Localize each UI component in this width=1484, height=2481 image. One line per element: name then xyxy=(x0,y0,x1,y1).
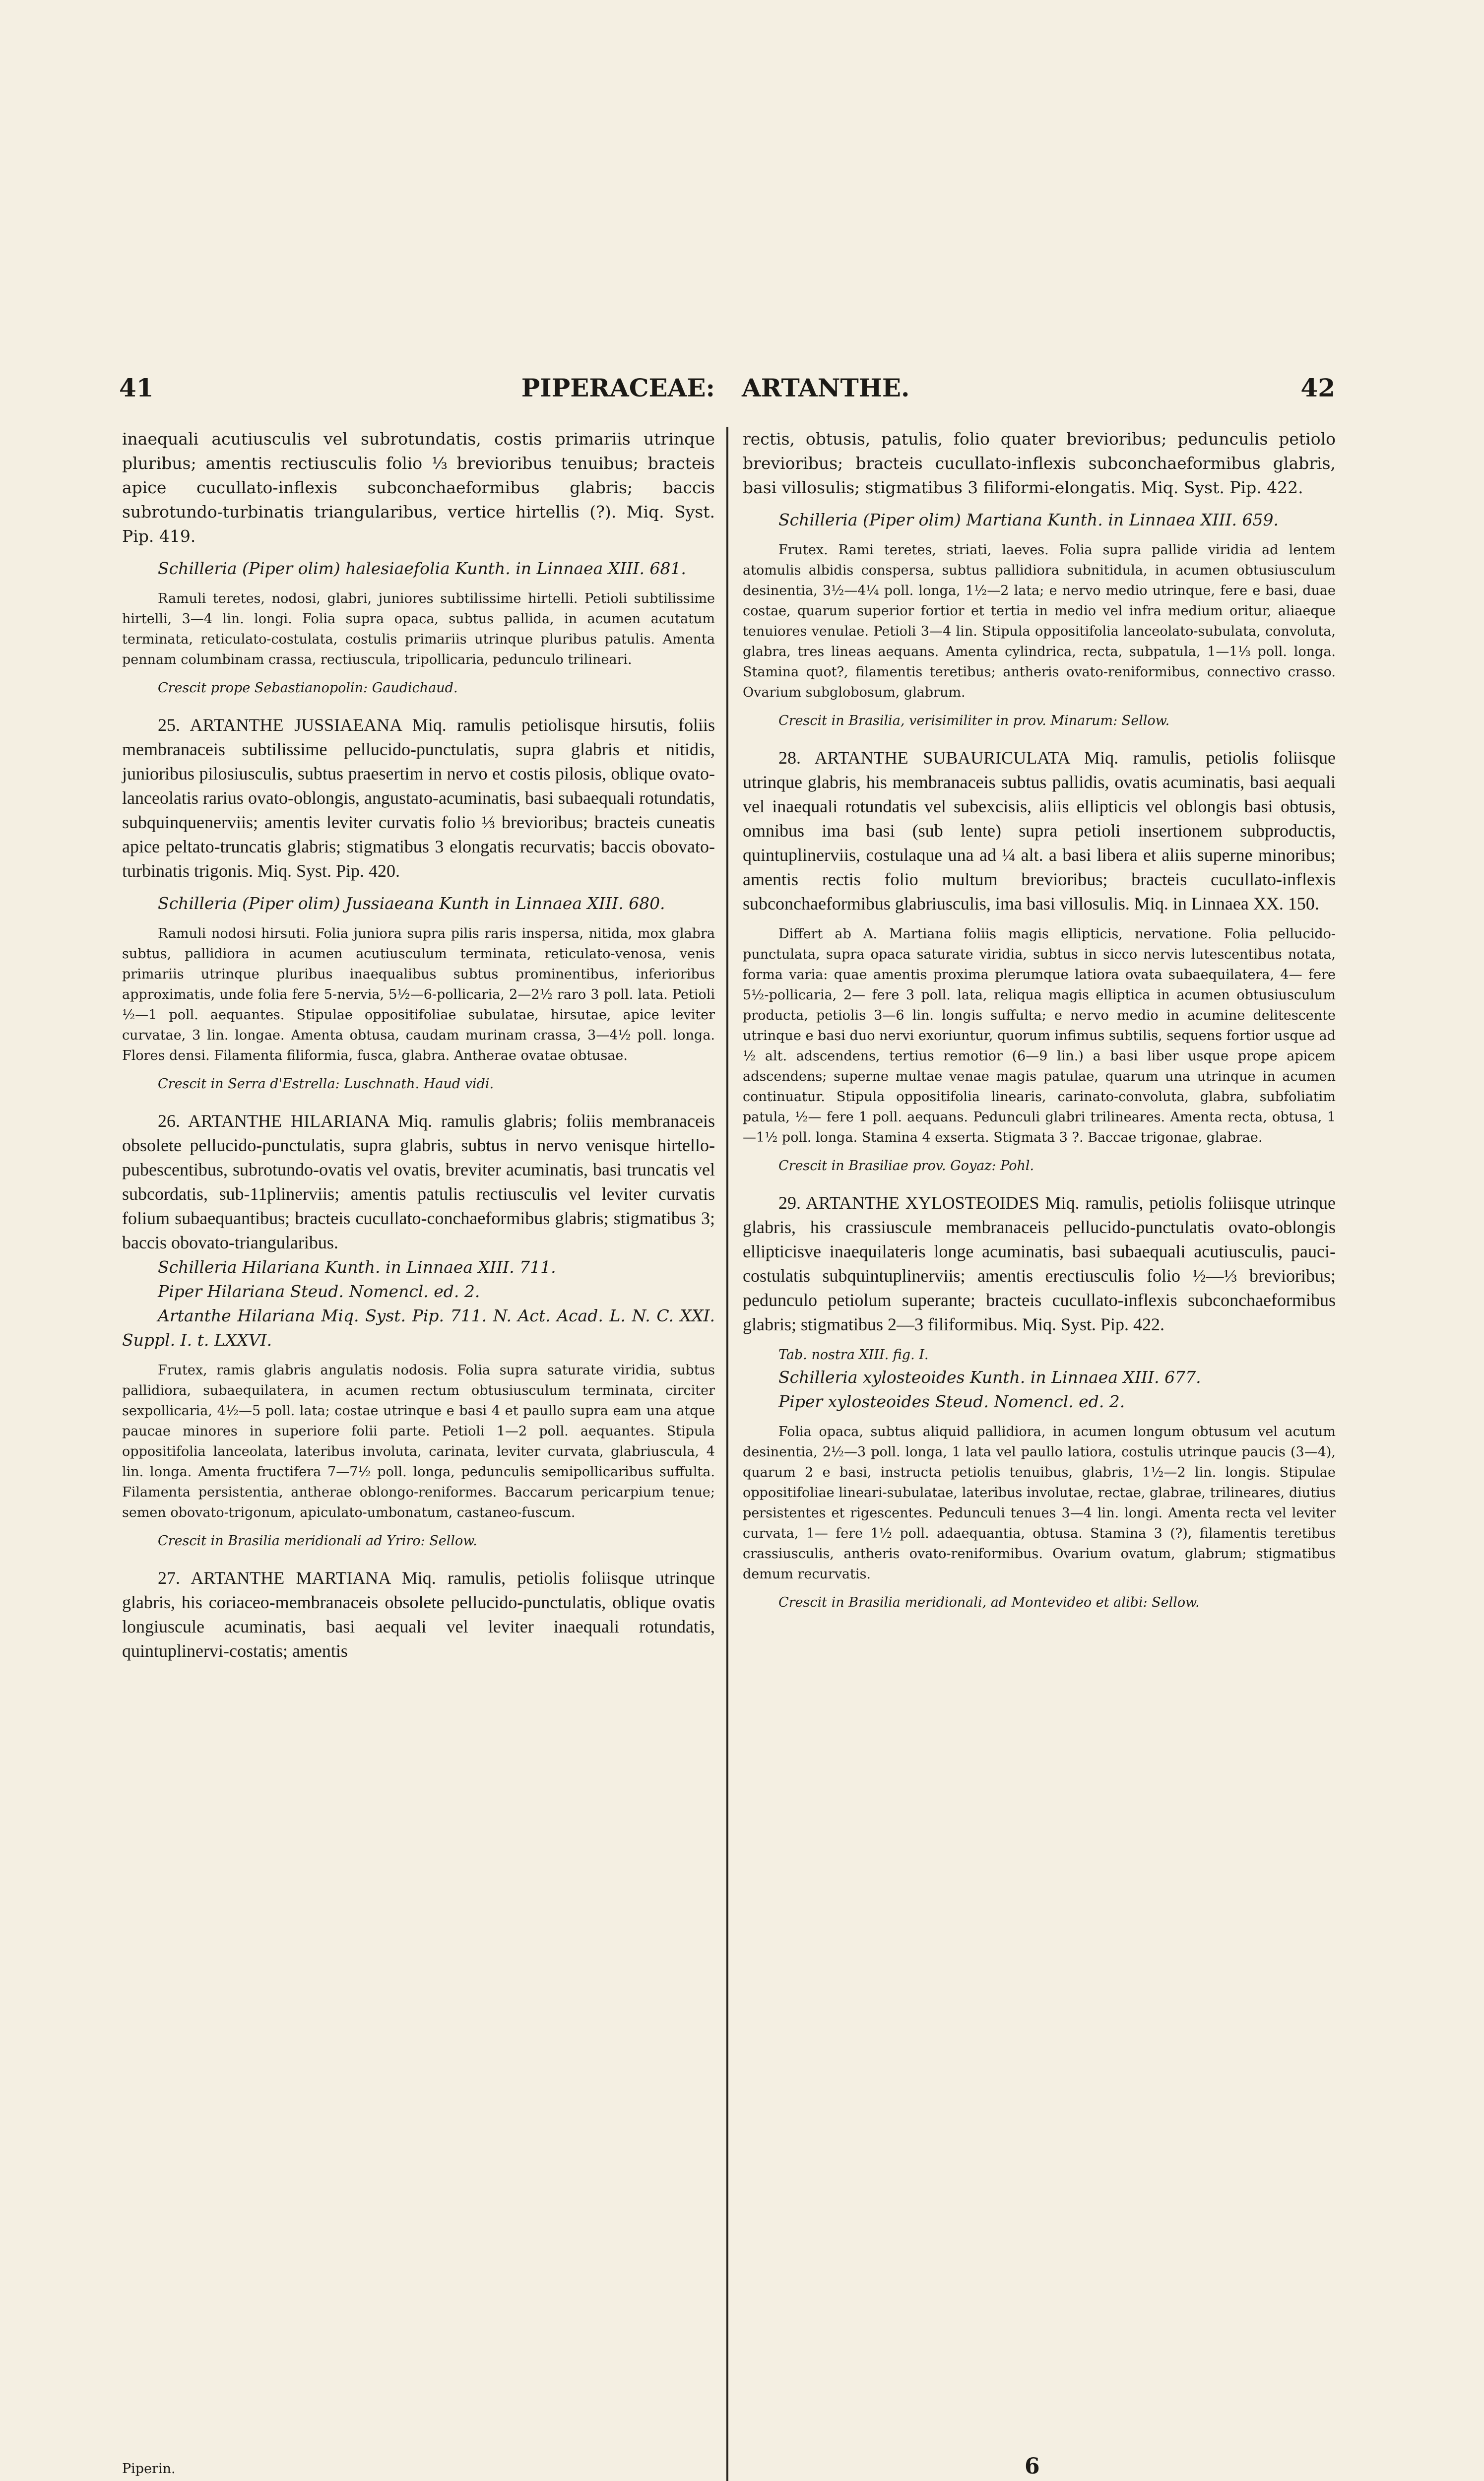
synonym-line: Piper Hilariana Steud. Nomencl. ed. 2. xyxy=(158,1282,480,1301)
right-column xyxy=(743,427,1336,1613)
plate-reference: Tab. nostra XIII. fig. I. xyxy=(778,1347,929,1363)
description-text: Frutex, ramis glabris angulatis nodosis. Folia supra saturate viridia, subtus pallidiora, subaequilatera, in acumen rectum obtusiusculum terminata, circiter sexpollicaria, 4½—5 poll. lata; costae utrinque e basi 4 et paullo supra eam una atque paucae minores in superiore folii parte. Petioli 1—2 poll. aequantes. Stipula oppositifolia lanceolata, lateribus involuta, carinata, leviter curvata, glabriuscula, 4 lin. longa. Amenta fructifera 7—7½ poll. longa, pedunculis semipollicaribus suffulta. Filamenta persistentia, antherae oblongo-reniformes. Baccarum pericarpium tenue; semen obovato-trigonum, apiculato-umbonatum, castaneo-fuscum. xyxy=(122,1363,715,1520)
synonym-line: Schilleria xylosteoides Kunth. in Linnaea XIII. 677. xyxy=(778,1368,1201,1387)
species-26-diagnosis: 26. ARTANTHE HILARIANA Miq. ramulis glabris; foliis membranaceis obsolete pellucido-punctulatis, supra glabris, subtus in nervo venisque hirtello-pubescentibus, subrotundo-ovatis vel ovatis, breviter acuminatis, basi truncatis vel subcordatis, sub-11plinerviis; amentis patulis rectiusculis vel leviter curvatis folium subaequantibus; bracteis cucullato-conchaeformibus glabris; stigmatibus 3; baccis obovato-triangularibus. xyxy=(122,1111,715,1252)
header-title-right: ARTANTHE. xyxy=(742,373,910,402)
synonym-line: Schilleria Hilariana Kunth. in Linnaea XIII. 711. xyxy=(158,1257,556,1277)
description-text: Ramuli nodosi hirsuti. Folia juniora supra pilis raris inspersa, nitida, mox glabra subtus, pallidiora in acumen acutiusculum terminata, reticulato-venosa, venis primariis utrinque pluribus inaequalibus subtus prominentibus, inferioribus approximatis, unde folia fere 5-nervia, 5½—6-pollicaria, 2—2½ raro 3 poll. lata. Petioli ½—1 poll. aequantes. Stipulae oppositifoliae subulatae, hirsutae, apice leviter curvatae, 3 lin. longae. Amenta obtusa, caudam murinam crassa, 3—4½ poll. longa. Flores densi. Filamenta filiformia, fusca, glabra. Antherae ovatae obtusae. xyxy=(122,926,715,1063)
footer-signature-text: Piperin. xyxy=(122,2461,176,2477)
species-25-diagnosis: 25. ARTANTHE JUSSIAEANA Miq. ramulis petiolisque hirsutis, foliis membranaceis subtilissime pellucido-punctulatis, supra glabris et nitidis, junioribus pilosiusculis, subtus praesertim in nervo et costis pilosis, oblique ovato-lanceolatis rarius ovato-oblongis, angustato-acuminatis, basi subaequali rotundatis, subquinquenerviis; amentis leviter curvatis folio ⅓ brevioribus; bracteis cuneatis apice peltato-truncatis glabris; stigmatibus 3 elongatis recurvatis; baccis obovato-turbinatis trigonis. Miq. Syst. Pip. 420. xyxy=(122,715,715,881)
synonym-line: Piper xylosteoides Steud. Nomencl. ed. 2. xyxy=(778,1392,1125,1411)
page-number-left: 41 xyxy=(119,373,154,402)
species-29-diagnosis: 29. ARTANTHE XYLOSTEOIDES Miq. ramulis, petiolis foliisque utrinque glabris, his crassiuscule membranaceis pellucido-punctulatis ovato-oblongis ellipticisve inaequilateris longe acuminatis, basi subaequali acutiusculis, pauci-costulatis subquintuplinerviis; amentis erectiusculis folio ½—⅓ brevioribus; pedunculo petiolum superante; bracteis cucullato-inflexis subconchaeformibus glabris; stigmatibus 2—3 filiformibus. Miq. Syst. Pip. 422. xyxy=(743,1193,1336,1334)
diagnosis-continued: inaequali acutiusculis vel subrotundatis, costis primariis utrinque pluribus; amentis rectiusculis folio ⅓ brevioribus tenuibus; bracteis apice cucullato-inflexis subconchaeformibus glabris; baccis subrotundo-turbinatis triangularibus, vertice hirtellis (?). Miq. Syst. Pip. 419. xyxy=(122,429,715,546)
locality-text: Crescit in Serra d'Estrella: Luschnath. Haud vidi. xyxy=(158,1076,494,1092)
description-text: Differt ab A. Martiana foliis magis ellipticis, nervatione. Folia pellucido-punctulata, supra opaca saturate viridia, subtus in sicco nervis lutescentibus notata, forma varia: quae amentis proxima plerumque latiora ovata subaequilatera, 4— fere 5½-pollicaria, 2— fere 3 poll. lata, reliqua magis elliptica in acumen obtusiusculum producta, petiolis 3—6 lin. longis suffulta; e nervo medio in acumine delitescente utrinque e basi duo nervi exoriuntur, quorum infimus subtilis, sequens fortior usque ad ½ alt. adscendens, tertius remotior (6—9 lin.) a basi liber usque prope apicem adscendens; superne multae venae magis patulae, quarum una utrinque in acumen continuatur. Stipula oppositifolia linearis, carinato-convoluta, glabra, subfoliatim patula, ½— fere 1 poll. aequans. Pedunculi glabri trilineares. Amenta recta, obtusa, 1—1½ poll. longa. Stamina 4 exserta. Stigmata 3 ?. Baccae trigonae, glabrae. xyxy=(743,926,1336,1145)
running-header xyxy=(119,373,1335,413)
synonym-line: Schilleria (Piper olim) Martiana Kunth. in Linnaea XIII. 659. xyxy=(778,510,1279,529)
description-text: Frutex. Rami teretes, striati, laeves. Folia supra pallide viridia ad lentem atomulis albidis conspersa, subtus pallidiora subnitidula, in acumen obtusiusculum desinentia, 3½—4¼ poll. longa, 1½—2 lata; e nervo medio utrinque, fere e basi, duae costae, quarum superior fortior et tertia in medio vel infra medium oritur, aliaeque tenuiores venulae. Petioli 3—4 lin. Stipula oppositifolia lanceolato-subulata, convoluta, glabra, tres lineas aequans. Amenta cylindrica, recta, subpatula, 1—1⅓ poll. longa. Stamina quot?, filamentis teretibus; antheris ovato-reniformibus, connectivo crasso. Ovarium subglobosum, glabrum. xyxy=(743,542,1336,700)
header-title-left: PIPERACEAE: xyxy=(521,373,715,402)
locality-text: Crescit prope Sebastianopolin: Gaudichaud. xyxy=(158,680,458,696)
description-text: Ramuli teretes, nodosi, glabri, juniores subtilissime hirtelli. Petioli subtilissime hirtelli, 3—4 lin. longi. Folia supra opaca, subtus pallida, in acumen acutatum terminata, reticulato-costulata, costulis primariis utrinque pluribus patulis. Amenta pennam columbinam crassa, rectiuscula, tripollicaria, pedunculo trilineari. xyxy=(122,591,715,667)
signature-mark: 6 xyxy=(1025,2454,1040,2479)
locality-text: Crescit in Brasilia, verisimiliter in prov. Minarum: Sellow. xyxy=(778,713,1170,728)
locality-text: Crescit in Brasilia meridionali ad Yriro: Sellow. xyxy=(158,1533,477,1549)
left-column xyxy=(122,427,715,1663)
species-27-diagnosis: 27. ARTANTHE MARTIANA Miq. ramulis, petiolis foliisque utrinque glabris, his coriaceo-membranaceis obsolete pellucido-punctulatis, oblique ovatis longiuscule acuminatis, basi aequali vel leviter inaequali rotundatis, quintuplinervi-costatis; amentis xyxy=(122,1568,715,1661)
species-28-diagnosis: 28. ARTANTHE SUBAURICULATA Miq. ramulis, petiolis foliisque utrinque glabris, his membranaceis subtus pallidis, ovatis acuminatis, basi aequali vel inaequali rotundatis vel subexcisis, aliis ellipticis vel oblongis basi obtusis, omnibus ima basi (sub lente) supra petioli insertionem subproductis, quintuplinerviis, costulaque una ad ¼ alt. a basi libera et aliis superne minoribus; amentis rectis folio multum brevioribus; bracteis cucullato-inflexis subconchaeformibus glabriusculis, ima basi villosulis. Miq. in Linnaea XX. 150. xyxy=(743,748,1336,914)
locality-text: Crescit in Brasilia meridionali, ad Montevideo et alibi: Sellow. xyxy=(778,1595,1200,1610)
column-divider xyxy=(726,427,728,2481)
synonym-line: Schilleria (Piper olim) Jussiaeana Kunth in Linnaea XIII. 680. xyxy=(158,894,665,913)
page-number-right: 42 xyxy=(1300,373,1335,402)
locality-text: Crescit in Brasiliae prov. Goyaz: Pohl. xyxy=(778,1158,1034,1174)
synonym-line: Artanthe Hilariana Miq. Syst. Pip. 711. N. Act. Acad. L. N. C. XXI. Suppl. I. t. LXXVI. xyxy=(122,1306,715,1350)
description-text: Folia opaca, subtus aliquid pallidiora, in acumen longum obtusum vel acutum desinentia, 2½—3 poll. longa, 1 lata vel paullo latiora, costulis utrinque paucis (3—4), quarum 2 e basi, instructa petiolis tenuibus, glabris, 1½—2 lin. longis. Stipulae oppositifoliae lineari-subulatae, lateribus involutae, rectae, glabrae, trilineares, diutius persistentes et rigescentes. Pedunculi tenues 3—4 lin. longi. Amenta recta vel leviter curvata, 1— fere 1½ poll. adaequantia, obtusa. Stamina 3 (?), filamentis teretibus crassiusculis, antheris ovato-reniformibus. Ovarium ovatum, glabrum; stigmatibus demum recurvatis. xyxy=(743,1424,1336,1582)
synonym-line: Schilleria (Piper olim) halesiaefolia Kunth. in Linnaea XIII. 681. xyxy=(158,559,686,578)
diagnosis-continued: rectis, obtusis, patulis, folio quater brevioribus; pedunculis petiolo brevioribus; bracteis cucullato-inflexis subconchaeformibus glabris, basi villosulis; stigmatibus 3 filiformi-elongatis. Miq. Syst. Pip. 422. xyxy=(743,429,1336,497)
